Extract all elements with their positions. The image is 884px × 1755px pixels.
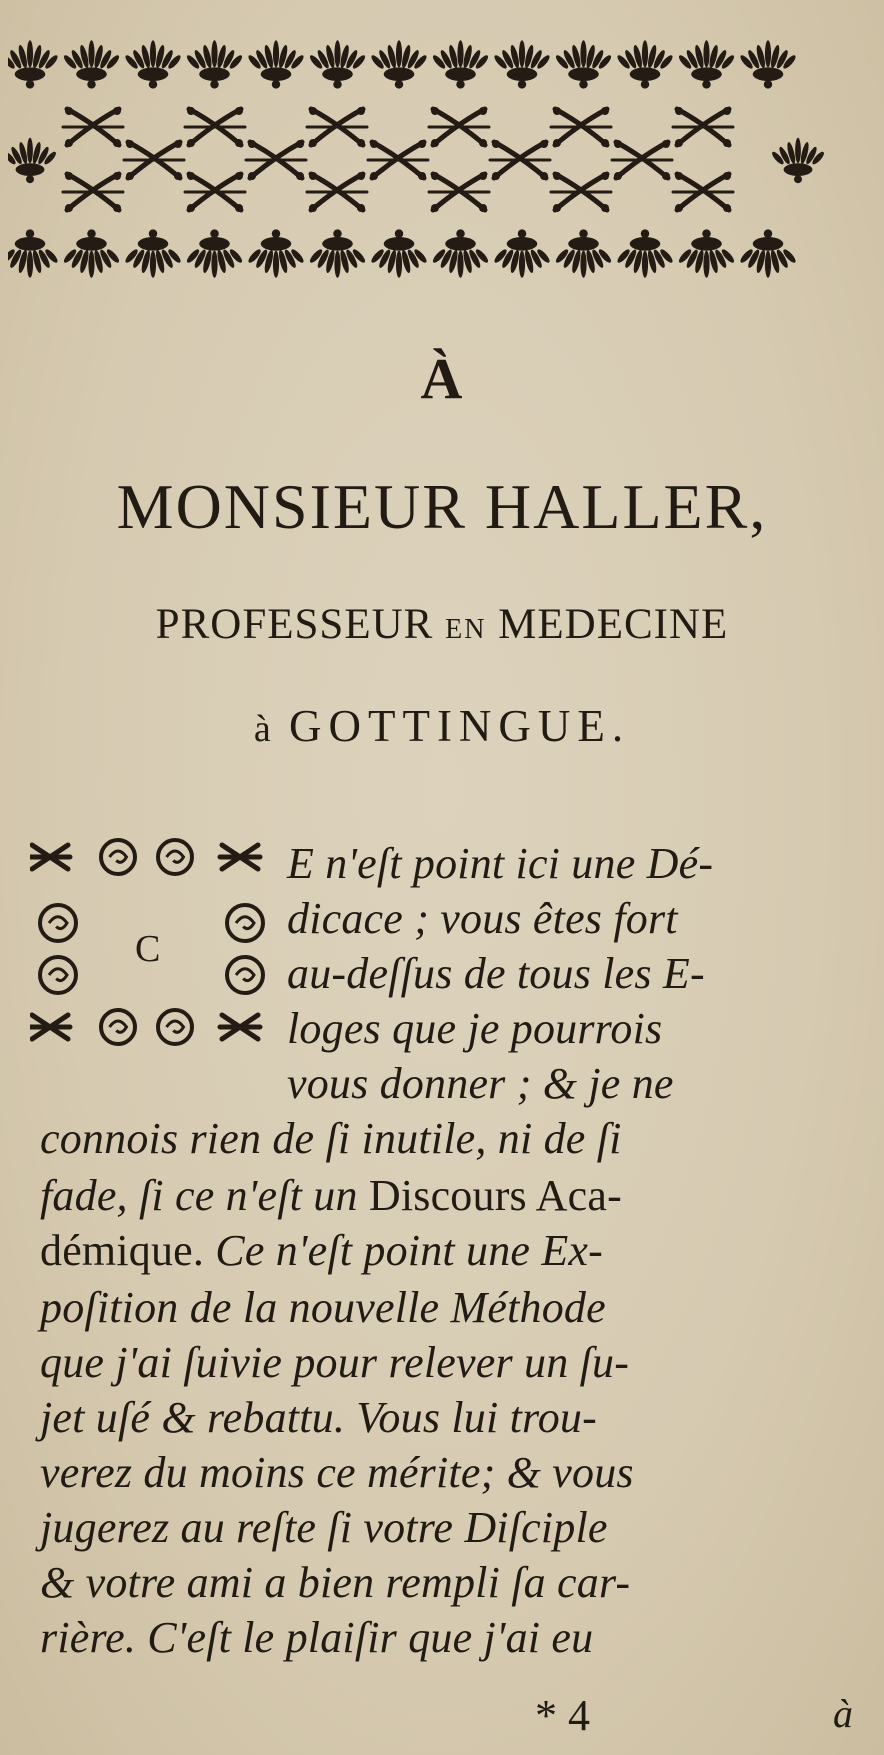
dedicatee-place bbox=[0, 700, 884, 752]
body-line-8-italic: Ce n'eſt point une Ex- bbox=[204, 1226, 604, 1275]
initial-swirl bbox=[227, 957, 263, 993]
fleuron-crossed-leaves bbox=[63, 107, 123, 147]
fleuron-palmette bbox=[616, 40, 675, 88]
fleuron-crossed-leaves bbox=[490, 140, 550, 180]
initial-swirl bbox=[158, 1010, 192, 1044]
fleuron-palmette bbox=[370, 229, 429, 277]
body-line-8 bbox=[40, 1225, 603, 1276]
decorated-initial bbox=[30, 835, 280, 1050]
place-preposition: à bbox=[253, 708, 271, 750]
title-word-en: EN bbox=[445, 614, 487, 645]
ornamental-header-band bbox=[8, 32, 824, 282]
fleuron-palmette bbox=[431, 40, 490, 88]
fleuron-palmette bbox=[62, 229, 121, 277]
initial-swirl bbox=[40, 957, 76, 993]
fleuron-crossed-leaves bbox=[429, 172, 489, 212]
fleuron-crossed-leaves bbox=[185, 172, 245, 212]
fleuron-palmette bbox=[62, 40, 121, 88]
initial-swirl bbox=[101, 840, 135, 874]
body-line-14: & votre ami a bien rempli ſa car- bbox=[40, 1558, 631, 1607]
initial-leaf bbox=[30, 1015, 70, 1039]
fleuron-crossed-leaves bbox=[124, 140, 184, 180]
fleuron-palmette bbox=[493, 229, 552, 277]
body-line-12: verez du moins ce mérite; & vous bbox=[40, 1448, 634, 1497]
fleuron-palmette bbox=[493, 40, 552, 88]
body-line-2: dicace ; vous êtes fort bbox=[287, 894, 678, 943]
initial-swirl bbox=[101, 1010, 135, 1044]
dedicatee-title bbox=[0, 600, 884, 649]
body-line-3: au-deſſus de tous les E- bbox=[287, 949, 705, 998]
fleuron-palmette bbox=[370, 40, 429, 88]
fleuron-crossed-leaves bbox=[429, 107, 489, 147]
fleuron-crossed-leaves bbox=[185, 107, 245, 147]
body-line-1: E n'eſt point ici une Dé- bbox=[287, 839, 714, 888]
fleuron-palmette bbox=[124, 40, 183, 88]
body-line-5: vous donner ; & je ne bbox=[287, 1059, 674, 1108]
fleuron-palmette bbox=[185, 40, 244, 88]
fleuron-crossed-leaves bbox=[551, 107, 611, 147]
fleuron-palmette bbox=[554, 229, 613, 277]
fleuron-crossed-leaves bbox=[307, 107, 367, 147]
initial-leaf bbox=[30, 845, 70, 869]
title-word-professeur: PROFESSEUR bbox=[155, 601, 434, 648]
fleuron-palmette bbox=[124, 229, 183, 277]
dedicatee-name: MONSIEUR HALLER, bbox=[116, 471, 768, 542]
signature-mark: * 4 bbox=[535, 1691, 590, 1740]
dedication-preposition: À bbox=[420, 346, 464, 411]
place-name: GOTTINGUE. bbox=[288, 701, 631, 751]
fleuron-palmette bbox=[247, 40, 306, 88]
body-line-4: loges que je pourrois bbox=[287, 1004, 663, 1053]
fleuron-crossed-leaves bbox=[307, 172, 367, 212]
initial-swirl bbox=[40, 905, 76, 941]
fleuron-palmette bbox=[616, 229, 675, 277]
ornament-graphic bbox=[8, 32, 824, 282]
fleuron-palmette bbox=[554, 40, 613, 88]
fleuron-palmette bbox=[8, 138, 58, 184]
body-line-13: jugerez au reſte ſi votre Diſciple bbox=[40, 1503, 608, 1552]
fleuron-crossed-leaves bbox=[246, 140, 306, 180]
body-line-15: rière. C'eſt le plaiſir que j'ai eu bbox=[40, 1613, 594, 1662]
body-line-6: connois rien de ſi inutile, ni de ſi bbox=[40, 1114, 622, 1163]
initial-letter: C bbox=[135, 928, 161, 970]
fleuron-crossed-leaves bbox=[551, 172, 611, 212]
body-line-11: jet uſé & rebattu. Vous lui trou- bbox=[40, 1393, 597, 1442]
initial-swirl bbox=[158, 840, 192, 874]
fleuron-palmette bbox=[247, 229, 306, 277]
fleuron-crossed-leaves bbox=[673, 172, 733, 212]
fleuron-palmette bbox=[770, 138, 824, 184]
body-line-9: poſition de la nouvelle Méthode bbox=[40, 1283, 606, 1332]
fleuron-palmette bbox=[8, 229, 59, 277]
fleuron-crossed-leaves bbox=[612, 140, 672, 180]
fleuron-palmette bbox=[739, 229, 798, 277]
initial-swirl bbox=[227, 905, 263, 941]
body-line-7 bbox=[40, 1170, 622, 1221]
body-line-7-roman: Discours Aca- bbox=[357, 1171, 622, 1220]
body-line-7-italic: fade, ſi ce n'eſt un bbox=[40, 1171, 358, 1220]
fleuron-palmette bbox=[185, 229, 244, 277]
body-line-10: que j'ai ſuivie pour relever un ſu- bbox=[40, 1338, 630, 1387]
fleuron-palmette bbox=[308, 229, 367, 277]
body-line-8-roman: démique. bbox=[40, 1226, 205, 1275]
initial-leaf bbox=[220, 845, 260, 869]
fleuron-crossed-leaves bbox=[63, 172, 123, 212]
fleuron-palmette bbox=[308, 40, 367, 88]
fleuron-crossed-leaves bbox=[368, 140, 428, 180]
initial-leaf bbox=[220, 1015, 260, 1039]
fleuron-crossed-leaves bbox=[673, 107, 733, 147]
fleuron-palmette bbox=[677, 229, 736, 277]
fleuron-palmette bbox=[677, 40, 736, 88]
fleuron-palmette bbox=[431, 229, 490, 277]
fleuron-palmette bbox=[739, 40, 798, 88]
title-word-medecine: MEDECINE bbox=[498, 601, 729, 648]
fleuron-palmette bbox=[8, 40, 59, 88]
catchword: à bbox=[833, 1691, 853, 1736]
